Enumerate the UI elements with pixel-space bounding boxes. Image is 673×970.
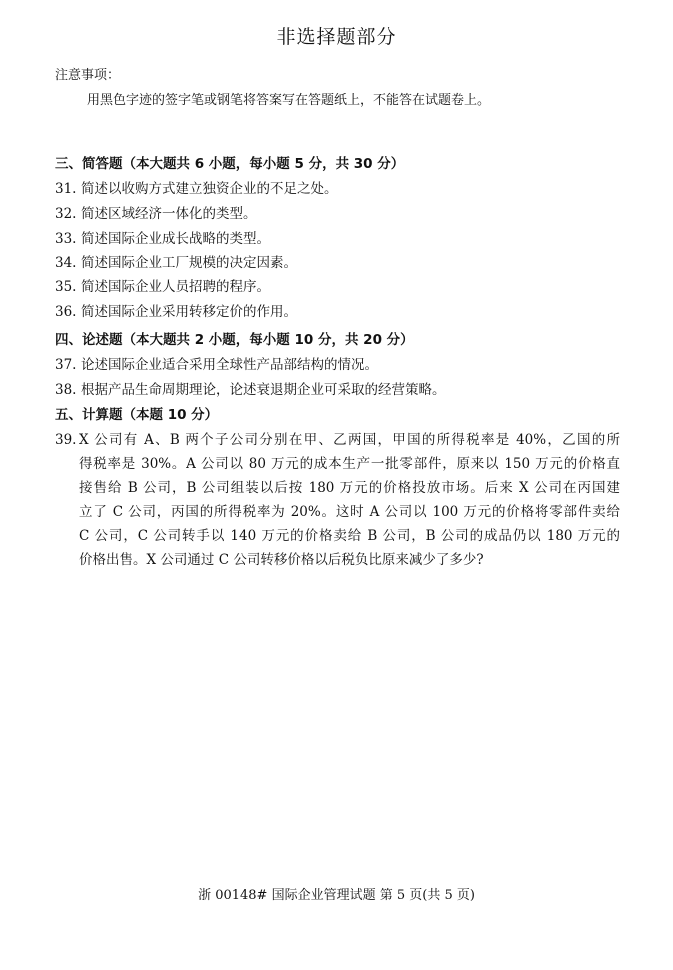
question-34	[55, 251, 297, 271]
question-text: 简述以收购方式建立独资企业的不足之处。	[81, 181, 338, 197]
notice-label: 注意事项：	[55, 68, 121, 83]
question-number: 37.	[55, 357, 77, 373]
question-number: 39.	[55, 432, 77, 448]
question-number: 38.	[55, 382, 77, 398]
section-heading-short-answer: 三、简答题（本大题共 6 小题，每小题 5 分，共 30 分）	[55, 156, 405, 172]
question-36	[55, 300, 297, 320]
section-heading-calculation: 五、计算题（本题 10 分）	[55, 407, 219, 423]
notice-text: 用黑色字迹的签字笔或钢笔将答案写在答题纸上，不能答在试题卷上。	[87, 93, 491, 108]
question-number: 31.	[55, 181, 77, 197]
question-38	[55, 378, 446, 398]
question-line: 接售给 B 公司，B 公司组装以后按 180 万元的价格投放市场。后来 X 公司在丙国建	[79, 480, 620, 496]
question-37	[55, 353, 378, 373]
page-title: 非选择题部分	[276, 26, 397, 48]
question-32	[55, 202, 257, 222]
question-number: 33.	[55, 231, 77, 247]
question-text: 根据产品生命周期理论，论述衰退期企业可采取的经营策略。	[81, 382, 446, 398]
question-line: 价格出售。X 公司通过 C 公司转移价格以后税负比原来减少了多少?	[79, 552, 484, 568]
question-31	[55, 177, 338, 197]
page-footer: 浙 00148# 国际企业管理试题 第 5 页(共 5 页)	[198, 888, 475, 903]
question-text: 简述区域经济一体化的类型。	[81, 206, 257, 222]
question-39	[55, 428, 620, 572]
question-line: C 公司，C 公司转手以 140 万元的价格卖给 B 公司，B 公司的成品仍以 180 万元的	[79, 528, 620, 544]
question-text: 简述国际企业采用转移定价的作用。	[81, 304, 297, 320]
question-line: 得税率是 30%。A 公司以 80 万元的成本生产一批零部件，原来以 150 万元的价格直	[79, 456, 620, 472]
question-text: 简述国际企业成长战略的类型。	[81, 231, 270, 247]
question-line: 立了 C 公司，丙国的所得税率为 20%。这时 A 公司以 100 万元的价格将零部件卖给	[79, 504, 620, 520]
question-text: 论述国际企业适合采用全球性产品部结构的情况。	[81, 357, 378, 373]
question-35	[55, 275, 270, 295]
question-number: 36.	[55, 304, 77, 320]
question-text: 简述国际企业人员招聘的程序。	[81, 279, 270, 295]
question-text: 简述国际企业工厂规模的决定因素。	[81, 255, 297, 271]
question-33	[55, 227, 270, 247]
question-line: X 公司有 A、B 两个子公司分别在甲、乙两国，甲国的所得税率是 40%，乙国的所	[79, 432, 620, 448]
question-number: 32.	[55, 206, 77, 222]
question-number: 34.	[55, 255, 77, 271]
question-number: 35.	[55, 279, 77, 295]
section-heading-essay: 四、论述题（本大题共 2 小题，每小题 10 分，共 20 分）	[55, 332, 414, 348]
